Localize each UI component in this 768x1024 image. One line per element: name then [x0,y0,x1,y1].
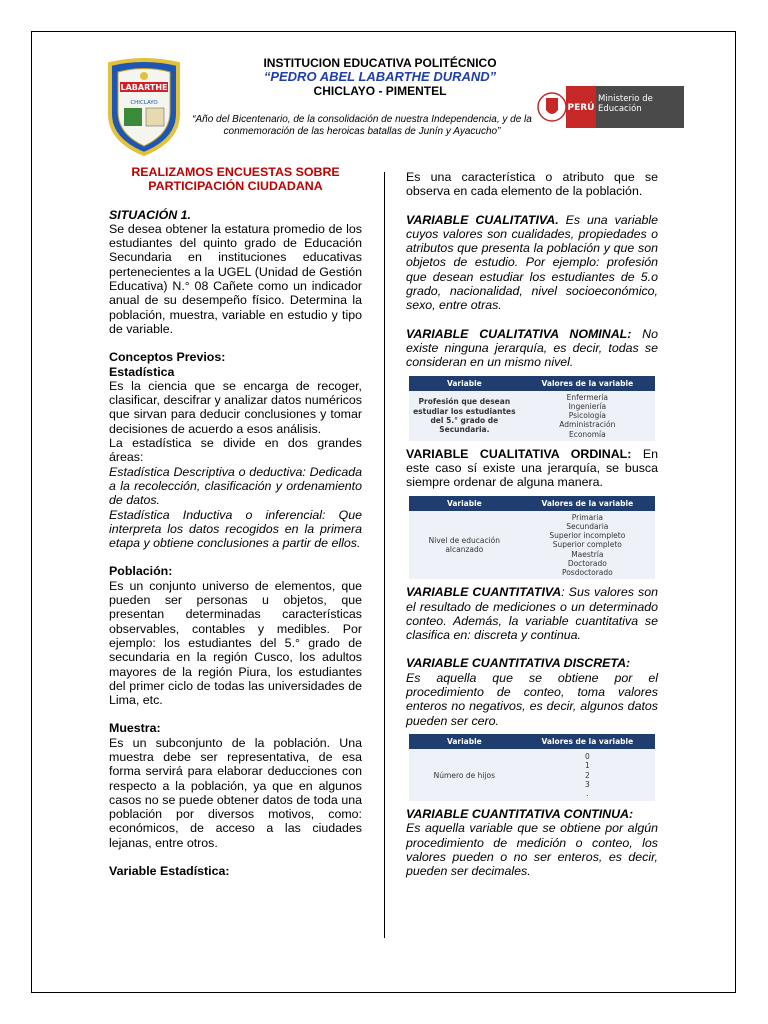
table-value: 2 [520,771,655,780]
statistics-descriptive: Estadística Descriptiva o deductiva: Dedicada a la recolección, clasificación y ordenamiento de datos. [109,464,362,508]
table-value: Posdoctorado [520,568,655,579]
nominal-text: No existe ninguna jerarquía, es decir, todas se consideran en un mismo nivel. [406,326,658,370]
statistics-heading: Estadística [109,364,175,379]
year-motto: “Año del Bicentenario, de la consolidación de nuestra Independencia, y de la conmemoración de las heroicas batallas de Junín y Ayacucho” [192,114,532,137]
quantitative-text: : Sus valores son el resultado de mediciones o un determinado conteo. Además, la variable cuantitativa se clasifica en: discreta y continua. [406,585,658,643]
continuous-heading: VARIABLE CUANTITATIVA CONTINUA: [406,807,634,822]
table-header: Variable [409,376,520,391]
qualitative-text: Es una variable cuyos valores son cualidades, propiedades o atributos que presenta la población y que son objetos de estudio. Por ejemplo: profesión que desean estudiar los estudiantes de 5.o grado, nacionalidad, nivel socioeconómico, sexo, entre otras. [406,212,658,313]
minedu-logo [536,86,684,128]
table-value: Maestría [520,550,655,559]
column-divider [384,172,385,938]
table-header: Valores de la variable [520,496,655,511]
right-column [406,170,658,879]
population-heading: Población: [109,564,173,579]
ordinal-table [409,496,655,580]
table-value: Administración [520,420,655,429]
concepts-heading: Conceptos Previos: [109,350,226,365]
ordinal-text: En este caso sí existe una jerarquía, se busca siempre ordenar de alguna manera. [406,446,658,490]
nominal-heading: VARIABLE CUALITATIVA NOMINAL: [406,326,632,341]
table-value: Superior completo [520,540,655,549]
table-header: Valores de la variable [520,376,655,391]
minedu-country: PERÚ [567,103,595,113]
table-value: Economía [520,430,655,441]
sample-text: Es un subconjunto de la población. Una muestra debe ser representativa, de esa forma servirá para elaborar deducciones con respecto a la población, ya que en algunos casos no se puede obtener datos de toda una población por diversos motivos, como: económicos, de acceso a las ciudades lejanas, entre otros. [109,735,362,850]
table-value: 0 [520,749,655,761]
continuous-text: Es aquella variable que se obtiene por algún procedimiento de medición o conteo, los valores pueden o no ser enteros, es decir, pueden ser decimales. [406,821,658,879]
nominal-table [409,376,655,441]
logo-text: LABARTHE [120,83,168,92]
table-value: 1 [520,761,655,770]
variable-text: Es una característica o atributo que se observa en cada elemento de la población. [406,170,658,199]
ordinal-heading: VARIABLE CUALITATIVA ORDINAL: [406,446,632,461]
institution-type: INSTITUCION EDUCATIVA POLITÉCNICO [263,56,497,70]
table-value: Doctorado [520,559,655,568]
table-variable-label: Nivel de educación alcanzado [409,511,520,579]
discrete-table [409,734,655,801]
worksheet-title: REALIZAMOS ENCUESTAS SOBRE PARTICIPACIÓN CIUDADANA [131,165,340,194]
table-header: Valores de la variable [520,734,655,749]
left-column [109,165,362,878]
situation-heading: SITUACIÓN 1. [109,207,191,222]
population-text: Es un conjunto universo de elementos, que pueden ser personas u objetos, que presentan determinadas características observables, contables y medibles. Por ejemplo: los estudiantes del 5.° grado de secundaria en la región Cusco, los adultos mayores de la región Piura, los estudiantes del primer ciclo de todas las universidades de Lima, etc. [109,578,362,708]
sample-heading: Muestra: [109,721,161,736]
table-value: Secundaria [520,522,655,531]
institution-location: CHICLAYO - PIMENTEL [313,84,447,98]
table-value: Ingeniería [520,402,655,411]
school-logo [104,56,184,156]
table-value: 3 [520,780,655,789]
table-header: Variable [409,496,520,511]
quantitative-heading: VARIABLE CUANTITATIVA [406,585,562,600]
statistics-areas: La estadística se divide en dos grandes áreas: [109,436,362,465]
situation-text: Se desea obtener la estatura promedio de los estudiantes del quinto grado de Educación Secundaria en instituciones educativas pertenecientes a la UGEL (Unidad de Gestión Educativa) N.° 08 Cañete como un indicador anual de su desempeño físico. Determina la población, muestra, variable en estudio y tipo de variable. [109,221,362,336]
table-value: Psicología [520,411,655,420]
minedu-ministry: Ministerio de Educación [598,94,653,114]
table-variable-label: Profesión que desean estudiar los estudiantes del 5.° grado de Secundaria. [409,391,520,441]
discrete-heading: VARIABLE CUANTITATIVA DISCRETA: [406,656,631,671]
table-value: Primaria [520,511,655,522]
table-value: Enfermería [520,391,655,402]
logo-subtext: CHICLAYO [130,100,158,106]
institution-name: “PEDRO ABEL LABARTHE DURAND” [263,69,497,84]
statistics-text: Es la ciencia que se encarga de recoger, clasificar, descifrar y analizar datos numéricos que sirvan para deducir conclusiones y tomar decisiones de acuerdo a esos análisis. [109,378,362,436]
table-header: Variable [409,734,520,749]
header-block [180,56,580,98]
statistics-inductive: Estadística Inductiva o inferencial: Que interpreta los datos recogidos en la primera etapa y obtiene conclusiones a partir de ellos. [109,507,362,551]
variable-heading: Variable Estadística: [109,864,230,879]
table-value: Superior incompleto [520,531,655,540]
table-variable-label: Número de hijos [409,749,520,801]
discrete-text: Es aquella que se obtiene por el procedimiento de conteo, toma valores enteros no negativos, es decir, algunos datos pueden ser cero. [406,670,658,728]
table-value: . [520,789,655,801]
qualitative-heading: VARIABLE CUALITATIVA. [406,212,559,227]
